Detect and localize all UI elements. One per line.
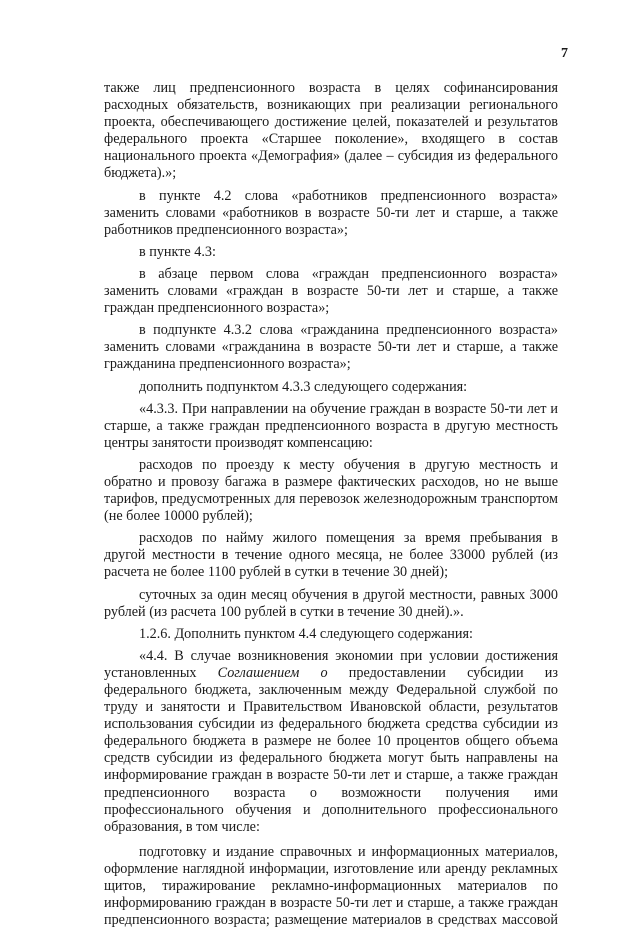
text-line: использования субсидии из федерального бюджета средства субсидии из bbox=[104, 716, 558, 733]
text-line: заменить словами «граждан в возрасте 50-ти лет и старше, а также bbox=[104, 283, 558, 300]
page-number: 7 bbox=[561, 46, 568, 61]
text-line: национального проекта «Демография» (далее – субсидия из федерального bbox=[104, 148, 558, 165]
text-line: оформление наглядной информации, изготовление или аренду рекламных bbox=[104, 860, 558, 877]
text-line: гражданина предпенсионного возраста»; bbox=[104, 356, 351, 373]
text-line: федерального бюджета в размере не более 10 процентов общего объема bbox=[104, 733, 558, 750]
text-line: щитов, тиражирование рекламно-информационных материалов по bbox=[104, 878, 558, 895]
text-line: федерального бюджета, заключенным между Федеральной службой по bbox=[104, 682, 558, 698]
document-body bbox=[104, 80, 558, 929]
text-line: тарифов, предусмотренных для перевозок железнодорожным транспортом bbox=[104, 491, 558, 508]
text-line: подготовку и издание справочных и информационных материалов, bbox=[139, 843, 558, 860]
text-line: установленных Соглашением о предоставлении субсидии из bbox=[104, 664, 559, 681]
text-line: проекта, обеспечивающего достижение целей, показателей и результатов bbox=[104, 114, 558, 131]
text-line: рублей (из расчета 100 рублей в сутки в течение 30 дней).». bbox=[104, 603, 464, 620]
text-line: дополнить подпунктом 4.3.3 следующего содержания: bbox=[139, 378, 468, 395]
text-line: заменить словами «гражданина в возрасте 50-ти лет и старше, а также bbox=[104, 339, 558, 356]
text-line: информированию граждан в возрасте 50-ти лет и старше, а также граждан bbox=[104, 895, 558, 912]
text-line: также лиц предпенсионного возраста в целях софинансирования bbox=[104, 80, 558, 96]
text-line: старше, а также граждан предпенсионного возраста в другую местность bbox=[104, 417, 558, 434]
text-line: расходов по проезду к месту обучения в другую местность и bbox=[139, 456, 558, 473]
text-line: образования, в том числе: bbox=[104, 818, 260, 835]
text-line: в пункте 4.3: bbox=[139, 243, 216, 260]
text-line: труду и занятости и Правительством Ивановской области, результатов bbox=[104, 699, 558, 716]
text-line: в подпункте 4.3.2 слова «гражданина предпенсионного возраста» bbox=[139, 322, 558, 339]
text-line: заменить словами «работников в возрасте 50-ти лет и старше, а также bbox=[104, 204, 558, 221]
text-line: обратно и провозу багажа в размере фактических расходов, но не выше bbox=[104, 473, 558, 490]
text-line: (не более 10000 рублей); bbox=[104, 508, 253, 525]
text-line: предпенсионного возраста о возможности получения ими bbox=[104, 784, 558, 801]
text-line: другой местности в течение одного месяца, не более 33000 рублей (из bbox=[104, 547, 558, 564]
text-line: расходных обязательств, возникающих при реализации регионального bbox=[104, 97, 558, 114]
text-line: профессионального обучения и дополнительного профессионального bbox=[104, 801, 558, 818]
text-line: федерального проекта «Старшее поколение», входящего в состав bbox=[104, 131, 558, 148]
text-line: в абзаце первом слова «граждан предпенсионного возраста» bbox=[139, 265, 558, 282]
text-line: граждан предпенсионного возраста»; bbox=[104, 300, 330, 317]
text-line: суточных за один месяц обучения в другой местности, равных 3000 bbox=[139, 586, 558, 603]
text-line: средств субсидии из федерального бюджета могут быть направлены на bbox=[104, 750, 558, 767]
text-line: 1.2.6. Дополнить пунктом 4.4 следующего содержания: bbox=[139, 625, 473, 642]
text-line: расходов по найму жилого помещения за время пребывания в bbox=[139, 530, 558, 547]
text-line: «4.4. В случае возникновения экономии при условии достижения bbox=[139, 647, 558, 664]
text-line: центры занятости производят компенсацию: bbox=[104, 434, 373, 451]
text-line: «4.3.3. При направлении на обучение граждан в возрасте 50-ти лет и bbox=[139, 400, 558, 417]
text-line: предпенсионного возраста; размещение материалов в средствах массовой bbox=[104, 912, 558, 929]
text-line: бюджета).»; bbox=[104, 165, 177, 182]
text-line: информирование граждан в возрасте 50-ти лет и старше, а также граждан bbox=[104, 767, 558, 784]
text-line: работников предпенсионного возраста»; bbox=[104, 221, 348, 238]
text-line: расчета не более 1100 рублей в сутки в течение 30 дней); bbox=[104, 564, 449, 581]
text-line: в пункте 4.2 слова «работников предпенсионного возраста» bbox=[139, 187, 558, 204]
